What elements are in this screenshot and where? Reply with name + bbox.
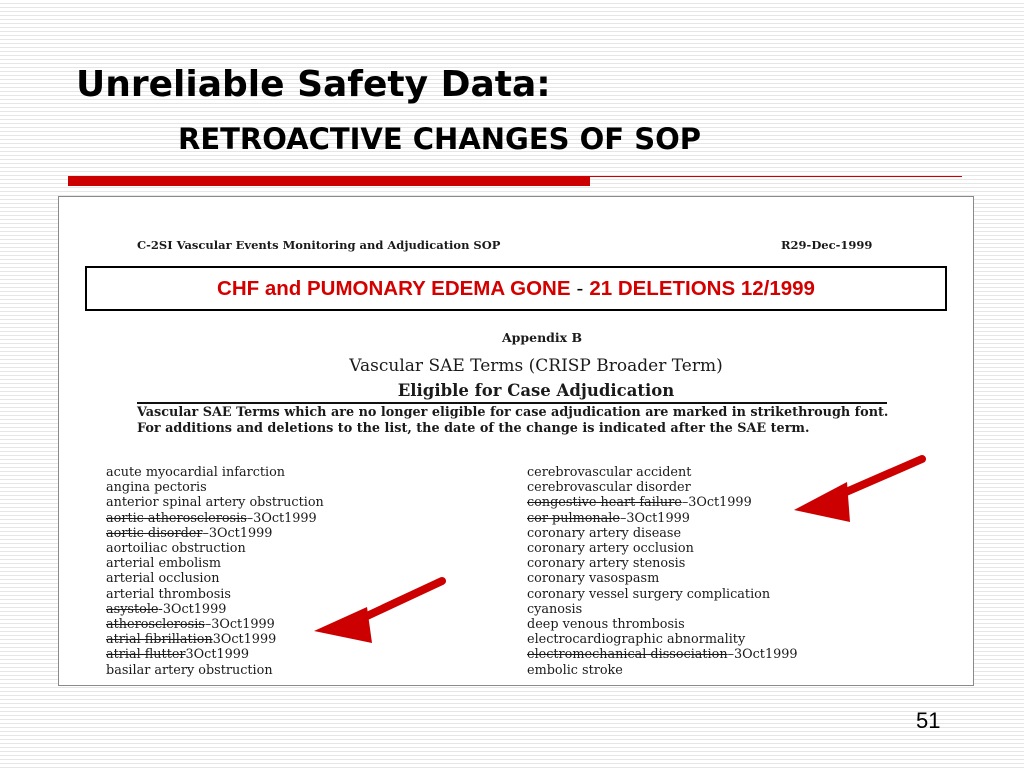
sae-term-item xyxy=(527,647,798,662)
sae-term-text: atrial fibrillation xyxy=(106,632,213,648)
eligibility-heading: Eligible for Case Adjudication xyxy=(397,381,675,400)
sae-term-text: cerebrovascular disorder xyxy=(527,480,691,496)
callout-separator: - xyxy=(576,276,584,300)
sae-term-text: embolic stroke xyxy=(527,662,623,678)
sae-term-deletion-date: 3Oct1999 xyxy=(212,632,277,648)
sae-term-item xyxy=(527,495,798,510)
sae-term-deletion-date: -3Oct1999 xyxy=(158,601,227,617)
callout-text-part2: 21 DELETIONS 12/1999 xyxy=(589,276,815,300)
sae-term-item xyxy=(106,480,324,495)
sae-term-text: aortic atherosclerosis xyxy=(106,510,247,526)
appendix-label: Appendix B xyxy=(501,330,583,345)
right-terms-list xyxy=(527,465,798,678)
terms-heading: Vascular SAE Terms (CRISP Broader Term) xyxy=(349,356,723,376)
document-header-title: C-2SI Vascular Events Monitoring and Adjudication SOP xyxy=(137,238,501,252)
sae-term-item xyxy=(106,663,324,678)
sae-term-item xyxy=(527,541,798,556)
sae-term-text: electrocardiographic abnormality xyxy=(527,632,746,648)
sae-term-item xyxy=(527,480,798,495)
sae-term-text: cyanosis xyxy=(527,601,583,617)
sae-term-item xyxy=(106,511,324,526)
sae-term-text: atherosclerosis xyxy=(106,617,205,633)
sae-term-text: coronary artery occlusion xyxy=(527,541,694,557)
scanned-document xyxy=(58,196,974,686)
sae-term-item xyxy=(106,587,324,602)
sae-term-item xyxy=(106,571,324,586)
sae-term-text: angina pectoris xyxy=(106,480,207,496)
sae-term-item xyxy=(106,495,324,510)
slide-title: Unreliable Safety Data: xyxy=(76,64,551,105)
sae-term-deletion-date: 3Oct1999 xyxy=(185,647,250,663)
sae-term-text: cor pulmonale xyxy=(527,510,620,526)
sae-term-item xyxy=(106,602,324,617)
sae-term-item xyxy=(527,556,798,571)
sae-term-item xyxy=(527,511,798,526)
sae-term-item xyxy=(527,602,798,617)
sae-term-text: atrial flutter xyxy=(106,647,186,663)
sae-term-text: deep venous thrombosis xyxy=(527,617,685,633)
sae-term-text: anterior spinal artery obstruction xyxy=(106,495,324,511)
sae-term-item xyxy=(106,465,324,480)
sae-term-text: coronary vasospasm xyxy=(527,571,660,587)
strikethrough-notice: Vascular SAE Terms which are no longer eligible for case adjudication are marked in strikethrough font. For additions and deletions to the list, the date of the change is indicated after the SAE term. xyxy=(137,405,889,436)
arrow-pointing-atherosclerosis xyxy=(312,573,452,653)
sae-term-text: coronary artery stenosis xyxy=(527,556,686,572)
sae-term-deletion-date: –3Oct1999 xyxy=(202,525,273,541)
slide-subtitle: RETROACTIVE CHANGES OF SOP xyxy=(178,122,701,156)
sae-term-text: asystole xyxy=(106,601,159,617)
title-underline-rule xyxy=(590,176,962,177)
sae-term-item xyxy=(527,571,798,586)
sae-term-deletion-date: –3Oct1999 xyxy=(727,647,798,663)
sae-term-text: cerebrovascular accident xyxy=(527,465,692,480)
title-underline-bar xyxy=(68,176,590,186)
arrow-pointing-congestive-heart-failure xyxy=(790,452,930,532)
sae-term-item xyxy=(106,617,324,632)
heading-divider xyxy=(137,402,887,404)
sae-term-item xyxy=(106,556,324,571)
sae-term-text: acute myocardial infarction xyxy=(106,465,286,480)
sae-term-deletion-date: –3Oct1999 xyxy=(204,617,275,633)
sae-term-item xyxy=(527,617,798,632)
sae-term-text: aortoiliac obstruction xyxy=(106,541,246,557)
sae-term-text: electromechanical dissociation xyxy=(527,647,728,663)
sae-term-text: congestive heart failure xyxy=(527,495,682,511)
left-terms-list xyxy=(106,465,324,678)
sae-term-text: aortic disorder xyxy=(106,525,203,541)
sae-term-item xyxy=(527,632,798,647)
sae-term-text: arterial embolism xyxy=(106,556,221,572)
sae-term-item xyxy=(106,647,324,662)
sae-term-item xyxy=(106,541,324,556)
sae-term-item xyxy=(527,465,798,480)
sae-term-text: coronary artery disease xyxy=(527,525,682,541)
sae-term-text: arterial occlusion xyxy=(106,571,220,587)
sae-term-item xyxy=(106,632,324,647)
sae-term-item xyxy=(527,587,798,602)
deletions-callout-box xyxy=(85,266,947,311)
sae-term-deletion-date: –3Oct1999 xyxy=(619,510,690,526)
sae-term-item xyxy=(527,663,798,678)
sae-term-text: coronary vessel surgery complication xyxy=(527,586,771,602)
sae-term-item xyxy=(106,526,324,541)
page-number: 51 xyxy=(916,708,941,733)
sae-term-text: basilar artery obstruction xyxy=(106,662,273,678)
document-header-revision: R29-Dec-1999 xyxy=(781,238,873,252)
sae-term-deletion-date: –3Oct1999 xyxy=(246,510,317,526)
callout-text-part1: CHF and PUMONARY EDEMA GONE xyxy=(217,276,571,300)
sae-term-text: arterial thrombosis xyxy=(106,586,231,602)
sae-term-deletion-date: –3Oct1999 xyxy=(681,495,752,511)
sae-term-item xyxy=(527,526,798,541)
